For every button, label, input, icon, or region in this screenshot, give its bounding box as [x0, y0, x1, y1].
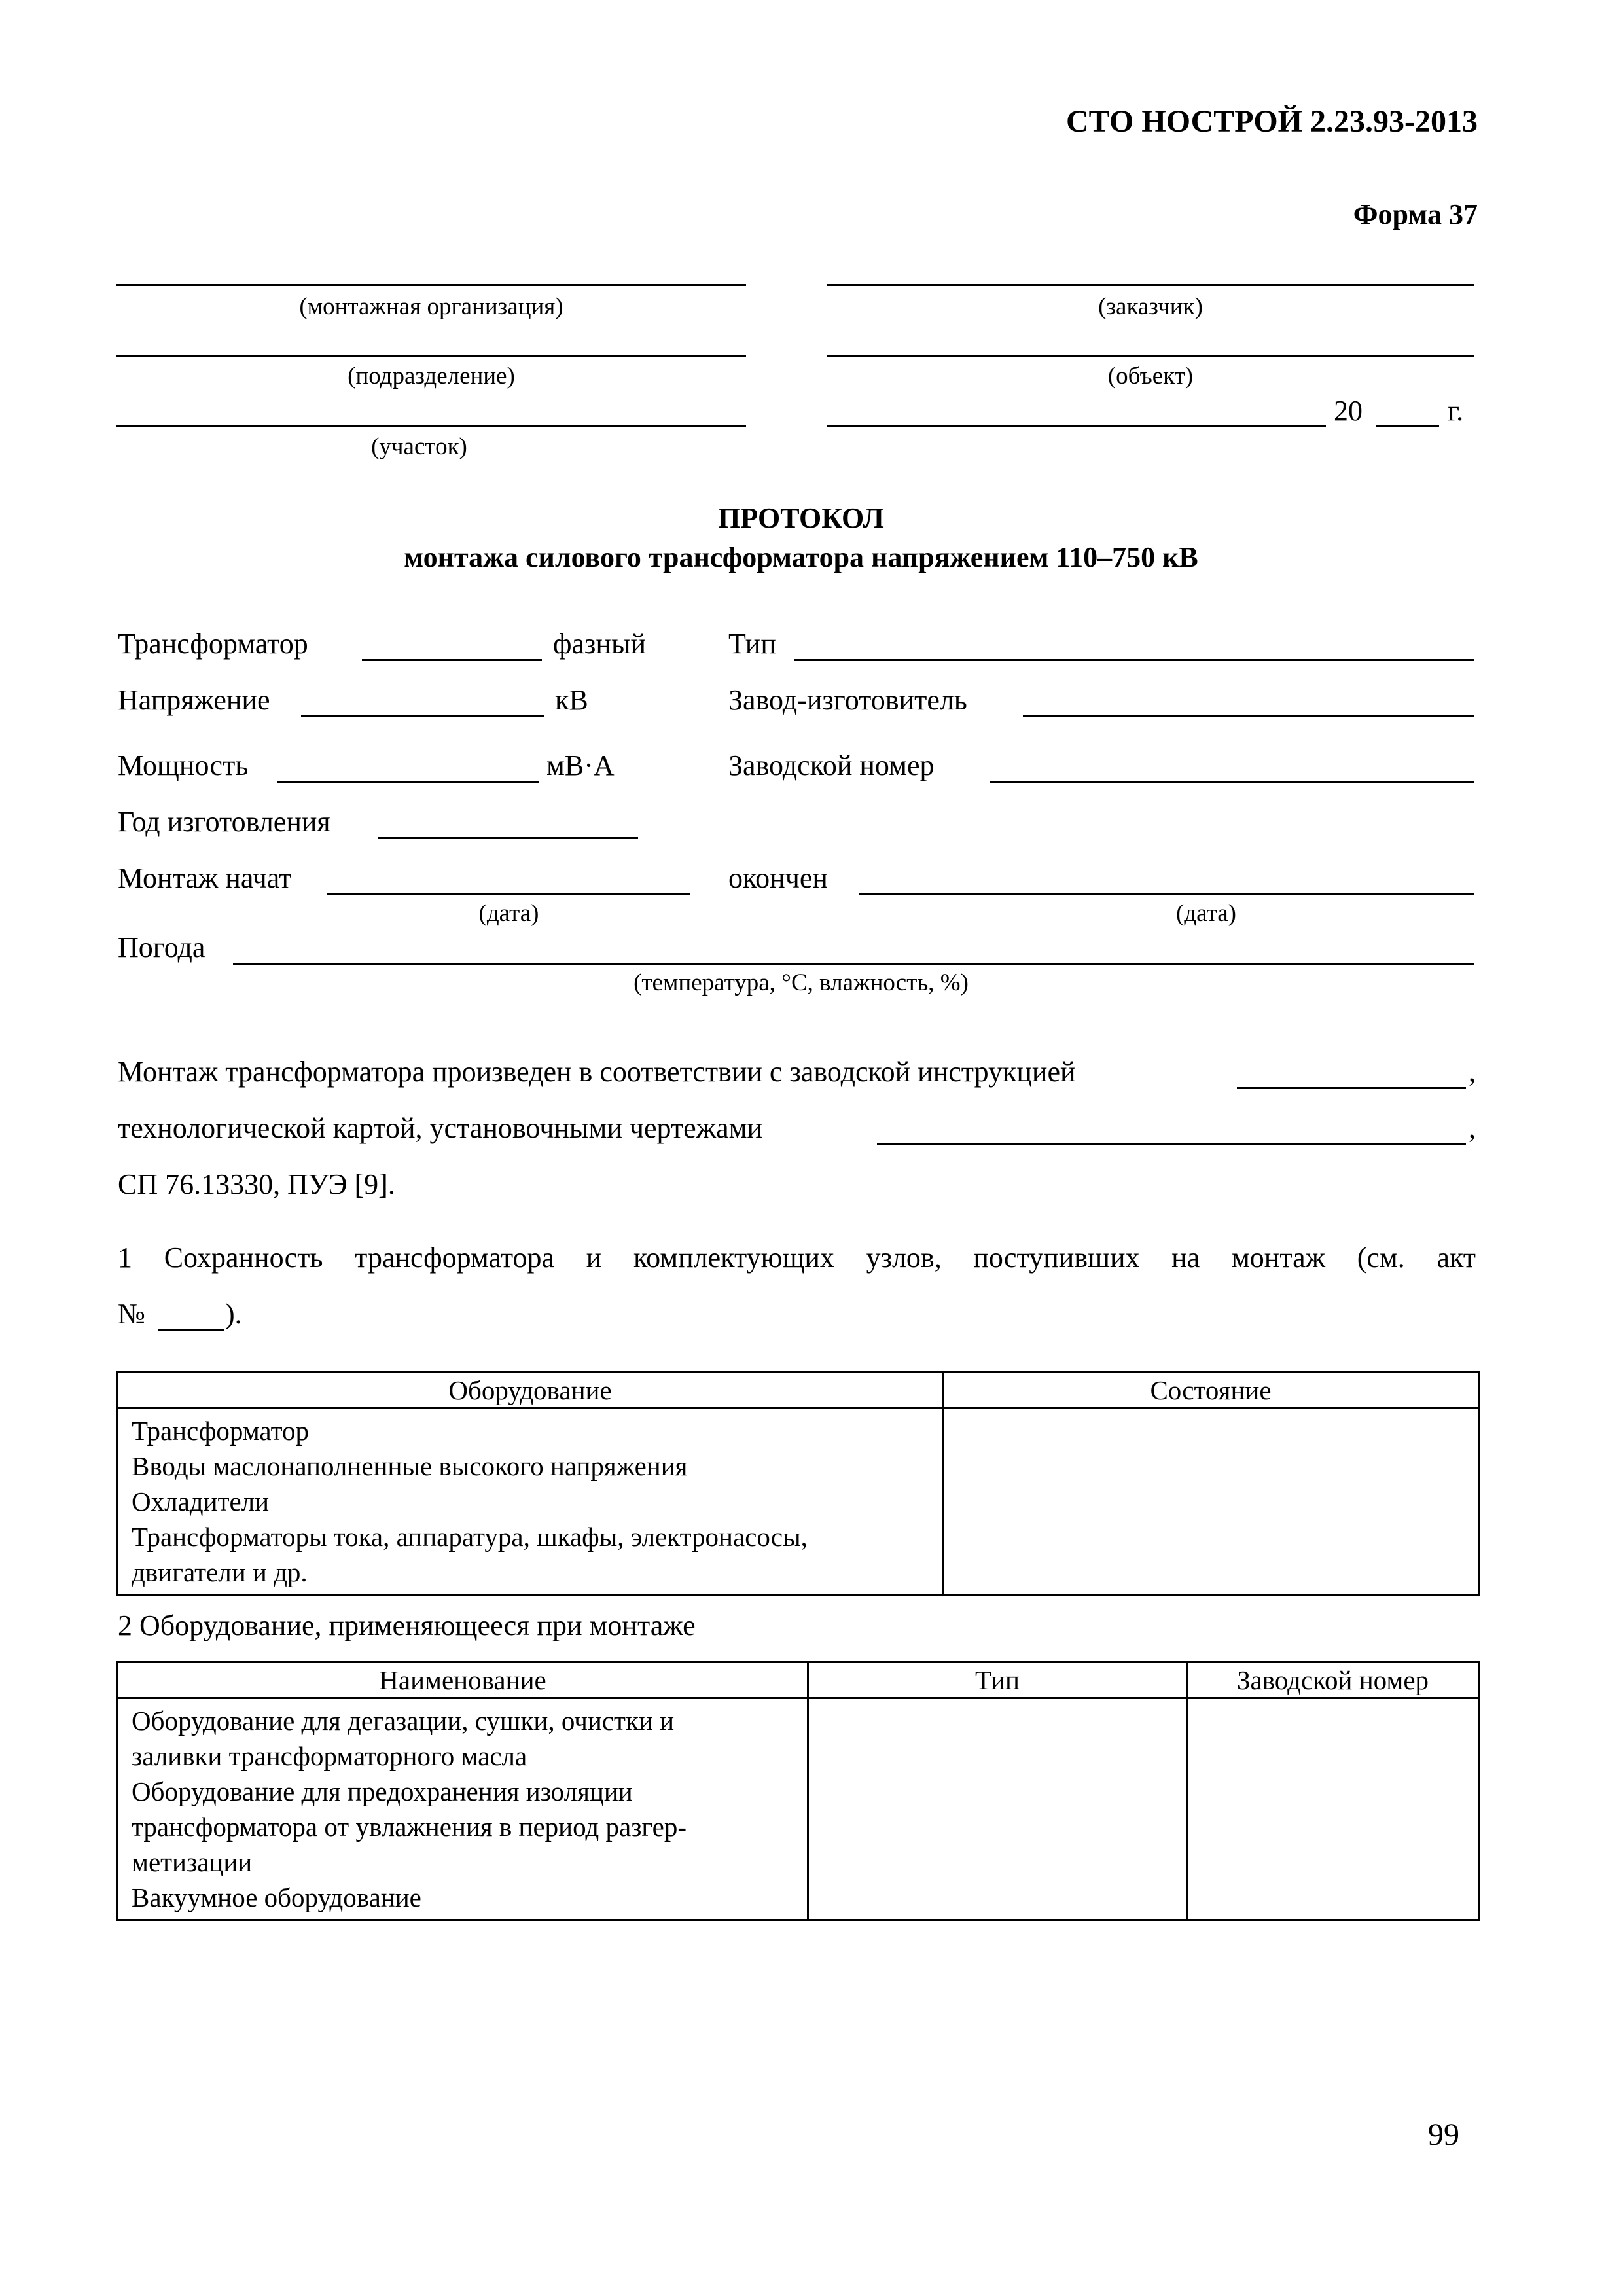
installation-equipment-table [116, 1661, 1480, 1921]
year-suffix: г. [1448, 395, 1464, 427]
type-column-header: Тип [808, 1662, 1187, 1698]
transformer-phase-line [362, 659, 542, 661]
section-hint: (участок) [371, 433, 467, 460]
list-item: двигатели и др. [132, 1557, 308, 1587]
list-item: метизации [132, 1847, 253, 1877]
type-label: Тип [728, 628, 776, 660]
organization-hint: (монтажная организация) [299, 293, 563, 320]
table-header-row [118, 1372, 1479, 1408]
form-label: Форма 37 [1353, 198, 1478, 230]
equipment-condition-table [116, 1371, 1480, 1596]
voltage-line [301, 715, 544, 717]
equipment-list-cell [118, 1408, 943, 1595]
customer-hint: (заказчик) [1098, 293, 1203, 320]
condition-column-header: Состояние [943, 1372, 1479, 1408]
section-1-number-sign: № [118, 1298, 145, 1330]
phase-label: фазный [553, 628, 647, 660]
start-date-line [327, 893, 690, 895]
organization-line [116, 284, 746, 286]
serial-number-column-header: Заводской номер [1187, 1662, 1479, 1698]
list-item: Трансформаторы тока, аппаратура, шкафы, электронасосы, [132, 1522, 808, 1552]
instruction-line [1237, 1087, 1466, 1089]
division-line [116, 355, 746, 357]
document-code: СТО НОСТРОЙ 2.23.93-2013 [1065, 104, 1478, 139]
mva-unit: мВ·А [546, 749, 615, 781]
type-line [794, 659, 1474, 661]
start-date-hint: (дата) [478, 900, 539, 927]
power-line [277, 781, 539, 783]
division-hint: (подразделение) [348, 363, 515, 389]
finish-date-hint: (дата) [1176, 900, 1236, 927]
year-prefix: 20 [1334, 395, 1363, 427]
power-label: Мощность [118, 749, 249, 781]
year-of-manufacture-label: Год изготовления [118, 806, 330, 838]
finish-date-line [859, 893, 1474, 895]
section-2-title: 2 Оборудование, применяющееся при монтаже [118, 1609, 696, 1641]
weather-label: Погода [118, 931, 205, 963]
page-number: 99 [1428, 2117, 1459, 2152]
serial-label: Заводской номер [728, 749, 935, 781]
finish-label: окончен [728, 862, 828, 894]
act-number-line [158, 1329, 224, 1331]
equipment-column-header: Оборудование [118, 1372, 943, 1408]
equipment-name-cell [118, 1698, 808, 1920]
start-label: Монтаж начат [118, 862, 292, 894]
year-line [1376, 425, 1439, 427]
condition-cell [943, 1408, 1479, 1595]
manufacturer-line [1023, 715, 1474, 717]
weather-line [233, 963, 1474, 965]
serial-number-cell [1187, 1698, 1479, 1920]
list-item: заливки трансформаторного масла [132, 1741, 527, 1771]
list-item: Трансформатор [132, 1416, 309, 1446]
paragraph-line-1: Монтаж трансформатора произведен в соответствии с заводской инструкцией [118, 1056, 1076, 1088]
customer-line [827, 284, 1474, 286]
list-item: Оборудование для предохранения изоляции [132, 1776, 633, 1806]
name-column-header: Наименование [118, 1662, 808, 1698]
serial-line [990, 781, 1474, 783]
kv-unit: кВ [555, 684, 588, 716]
object-line [827, 355, 1474, 357]
list-item: трансформатора от увлажнения в период разгер- [132, 1812, 687, 1842]
table-header-row [118, 1662, 1479, 1698]
list-item: Оборудование для дегазации, сушки, очистки и [132, 1706, 675, 1736]
paragraph-line-3: СП 76.13330, ПУЭ [9]. [118, 1168, 395, 1200]
list-item: Охладители [132, 1486, 270, 1516]
list-item: Вакуумное оборудование [132, 1882, 421, 1912]
list-item: Вводы маслонаполненные высокого напряжения [132, 1451, 688, 1481]
date-line [827, 425, 1326, 427]
paragraph-comma-1: , [1469, 1056, 1476, 1088]
manufacturer-label: Завод-изготовитель [728, 684, 967, 716]
protocol-subtitle: монтажа силового трансформатора напряжением 110–750 кВ [404, 541, 1198, 573]
transformer-label: Трансформатор [118, 628, 308, 660]
year-of-manufacture-line [378, 837, 638, 839]
object-hint: (объект) [1107, 363, 1194, 389]
drawings-line [877, 1143, 1466, 1145]
table-row [118, 1698, 1479, 1920]
weather-hint: (температура, °С, влажность, %) [633, 969, 969, 996]
paragraph-line-2: технологической картой, установочными чертежами [118, 1112, 763, 1144]
paragraph-comma-2: , [1469, 1112, 1476, 1144]
table-row [118, 1408, 1479, 1595]
section-line [116, 425, 746, 427]
protocol-title: ПРОТОКОЛ [718, 502, 884, 534]
section-1-line-1: 1 Сохранность трансформатора и комплектующих узлов, поступивших на монтаж (см. акт [118, 1242, 1476, 1274]
voltage-label: Напряжение [118, 684, 270, 716]
type-cell [808, 1698, 1187, 1920]
section-1-closing: ). [225, 1298, 242, 1330]
